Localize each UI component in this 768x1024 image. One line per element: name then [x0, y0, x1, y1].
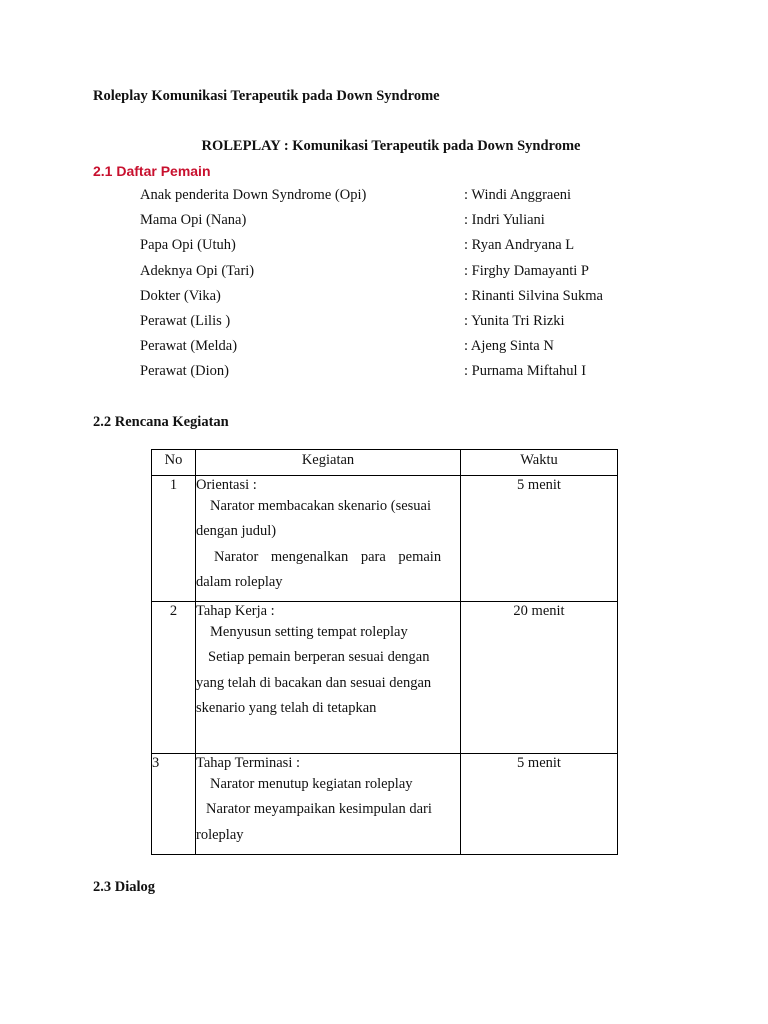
- activity-line: dalam roleplay: [196, 573, 283, 590]
- cast-row: [140, 237, 640, 262]
- header-waktu: Waktu: [461, 450, 618, 476]
- document-title: Roleplay Komunikasi Terapeutik pada Down Syndrome: [93, 88, 440, 104]
- activity-cell: [196, 754, 461, 855]
- activity-title: Tahap Kerja :: [196, 603, 275, 619]
- duration-cell: 5 menit: [461, 476, 618, 602]
- activity-title: Orientasi :: [196, 477, 257, 493]
- cast-role: Perawat (Dion): [140, 363, 229, 379]
- duration-cell: 5 menit: [461, 754, 618, 855]
- cast-role: Adeknya Opi (Tari): [140, 263, 255, 279]
- cast-actor: : Windi Anggraeni: [464, 187, 572, 203]
- cast-row: [140, 363, 640, 388]
- activity-line: roleplay: [196, 826, 244, 843]
- section-heading-rencana-kegiatan: 2.2 Rencana Kegiatan: [93, 414, 229, 430]
- cast-actor: : Firghy Damayanti P: [464, 263, 589, 279]
- cast-row: [140, 263, 640, 288]
- activity-cell: [196, 602, 461, 754]
- activity-line: Menyusun setting tempat roleplay: [210, 624, 408, 640]
- cast-actor: : Ryan Andryana L: [464, 237, 575, 253]
- section-heading-daftar-pemain: 2.1 Daftar Pemain: [93, 163, 211, 179]
- cast-row: [140, 288, 640, 313]
- cast-actor: : Purnama Miftahul I: [464, 363, 587, 379]
- cast-role: Anak penderita Down Syndrome (Opi): [140, 187, 367, 203]
- activity-line: dengan judul): [196, 523, 277, 540]
- activity-line: Narator mengenalkan para pemain: [214, 548, 442, 565]
- cast-row: [140, 338, 640, 363]
- activity-line: skenario yang telah di tetapkan: [196, 699, 377, 716]
- activity-line: Narator meyampaikan kesimpulan dari: [206, 801, 432, 818]
- cast-role: Perawat (Melda): [140, 338, 238, 354]
- table-row: [152, 602, 618, 754]
- table-row: [152, 476, 618, 602]
- cast-row: [140, 313, 640, 338]
- activity-line: yang telah di bacakan dan sesuai dengan: [196, 674, 432, 691]
- table-row: [152, 754, 618, 855]
- activity-line: Narator membacakan skenario (sesuai: [210, 498, 432, 514]
- cast-actor: : Indri Yuliani: [464, 212, 545, 228]
- header-kegiatan: Kegiatan: [196, 450, 461, 476]
- cast-actor: : Ajeng Sinta N: [464, 338, 554, 354]
- cast-actor: : Yunita Tri Rizki: [464, 313, 565, 329]
- header-no: No: [152, 450, 196, 476]
- roleplay-title: ROLEPLAY : Komunikasi Terapeutik pada Down Syndrome: [201, 138, 581, 154]
- cast-role: Perawat (Lilis ): [140, 313, 231, 329]
- section-heading-dialog: 2.3 Dialog: [93, 879, 156, 895]
- cast-role: Mama Opi (Nana): [140, 212, 247, 228]
- cast-row: [140, 187, 640, 212]
- duration-cell: 20 menit: [461, 602, 618, 754]
- cast-actor: : Rinanti Silvina Sukma: [464, 288, 603, 304]
- activity-line: Narator menutup kegiatan roleplay: [210, 776, 413, 792]
- activity-title: Tahap Terminasi :: [196, 755, 301, 771]
- row-number: 1: [152, 476, 196, 602]
- row-number: 2: [152, 602, 196, 754]
- cast-role: Dokter (Vika): [140, 288, 221, 304]
- table-header-row: [152, 450, 618, 476]
- row-number: 3: [152, 754, 196, 855]
- activity-plan-table: [151, 449, 618, 855]
- cast-role: Papa Opi (Utuh): [140, 237, 236, 253]
- activity-cell: [196, 476, 461, 602]
- activity-line: Setiap pemain berperan sesuai dengan: [208, 649, 430, 666]
- cast-row: [140, 212, 640, 237]
